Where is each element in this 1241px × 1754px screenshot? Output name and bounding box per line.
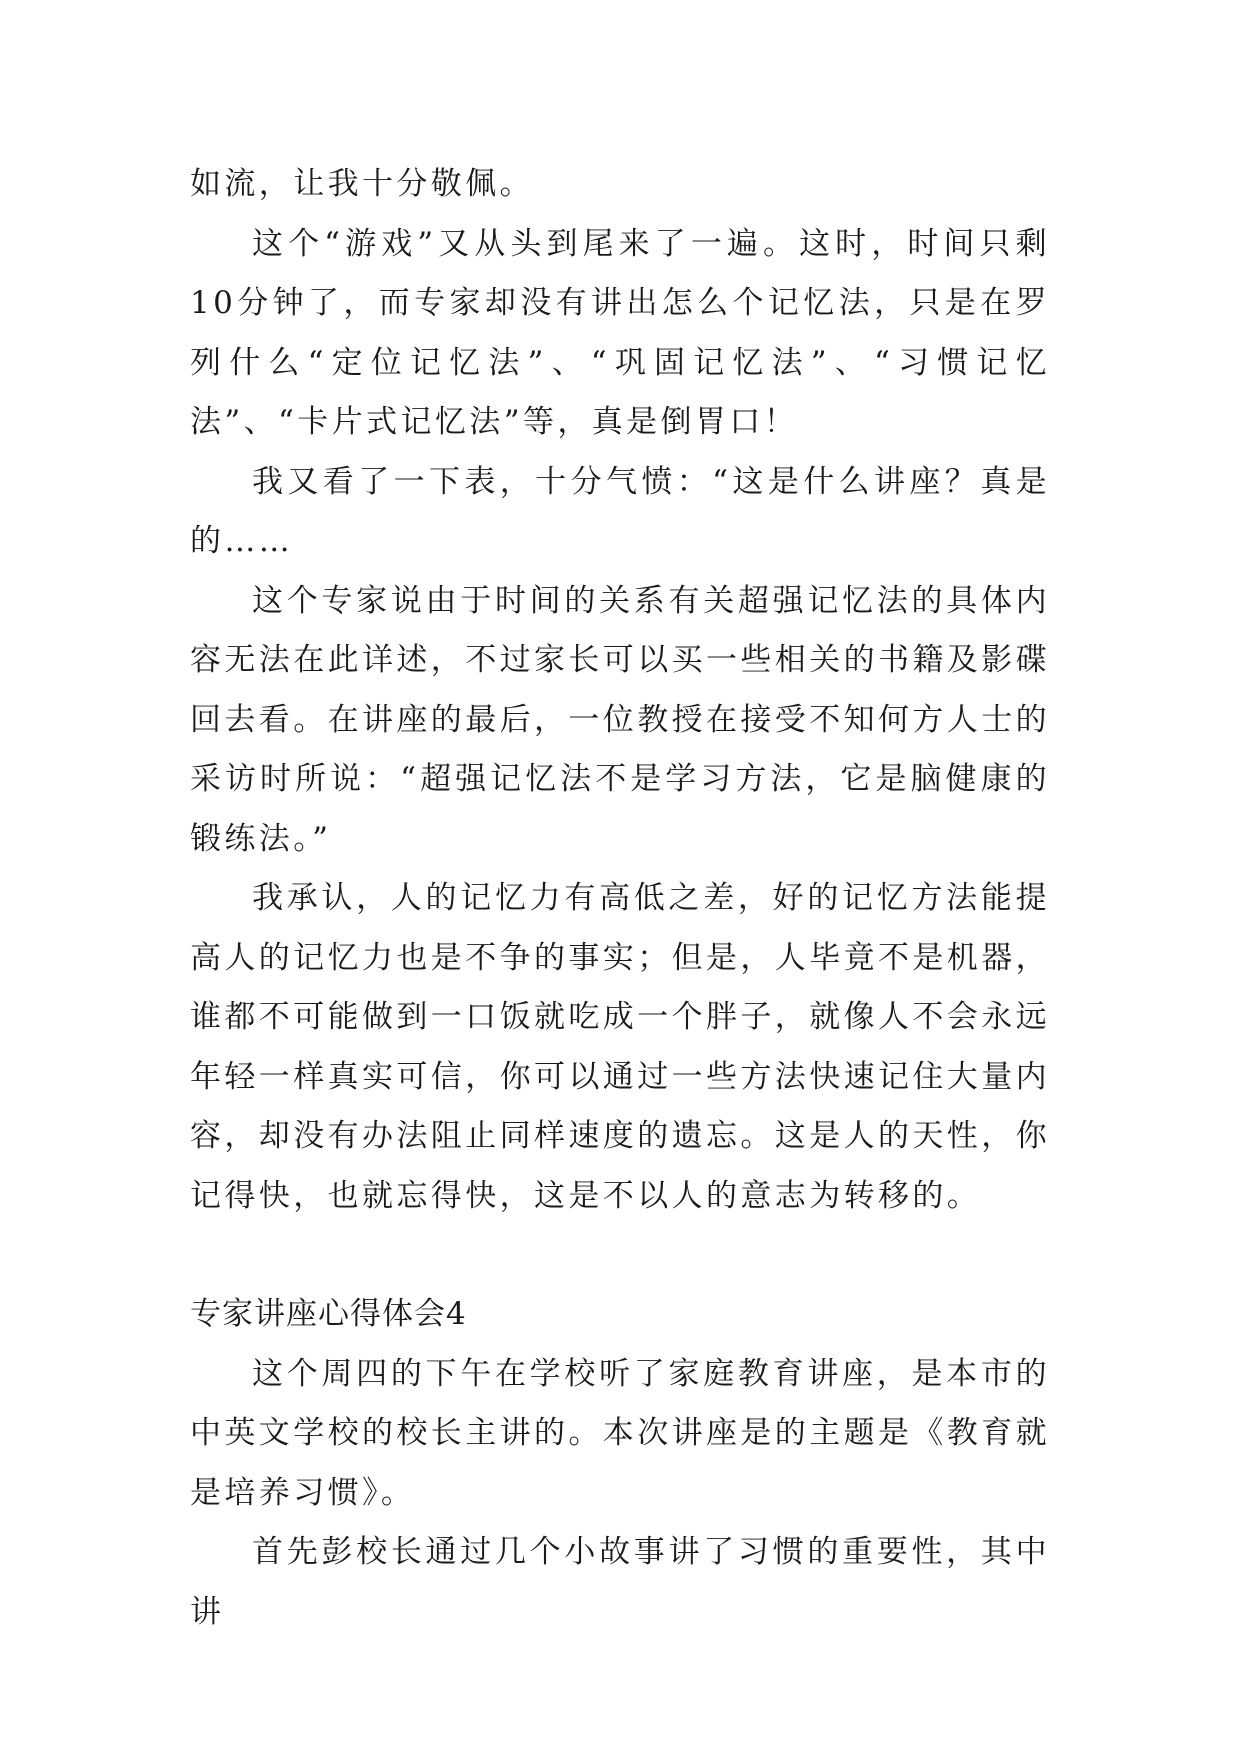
paragraph-lecture-intro: 这个周四的下午在学校听了家庭教育讲座，是本市的中英文学校的校长主讲的。本次讲座是的主题是《教育就是培养习惯》。	[190, 1355, 1050, 1511]
document-body	[190, 155, 1050, 1642]
paragraph-game-repeat: 这个“游戏”又从头到尾来了一遍。这时，时间只剩10分钟了，而专家却没有讲出怎么个记忆法，只是在罗列什么“定位记忆法”、“巩固记忆法”、“习惯记忆法”、“卡片式记忆法”等，真是倒胃口！	[190, 225, 1050, 440]
paragraph-expert-explanation: 这个专家说由于时间的关系有关超强记忆法的具体内容无法在此详述，不过家长可以买一些相关的书籍及影碟回去看。在讲座的最后，一位教授在接受不知何方人士的采访时所说：“超强记忆法不是学习方法，它是脑健康的锻练法。”	[190, 582, 1050, 857]
section-heading: 专家讲座心得体会4	[190, 1296, 467, 1332]
paragraph-memory-opinion: 我承认，人的记忆力有高低之差，好的记忆方法能提高人的记忆力也是不争的事实；但是，人毕竟不是机器，谁都不可能做到一口饭就吃成一个胖子，就像人不会永远年轻一样真实可信，你可以通过一些方法快速记住大量内容，却没有办法阻止同样速度的遗忘。这是人的天性，你记得快，也就忘得快，这是不以人的意志为转移的。	[190, 880, 1050, 1214]
paragraph-checking-watch: 我又看了一下表，十分气愤：“这是什么讲座？真是的……	[190, 463, 1050, 559]
paragraph-habit-stories: 首先彭校长通过几个小故事讲了习惯的重要性，其中讲	[190, 1534, 1050, 1630]
paragraph-continuation: 如流，让我十分敬佩。	[190, 166, 534, 202]
